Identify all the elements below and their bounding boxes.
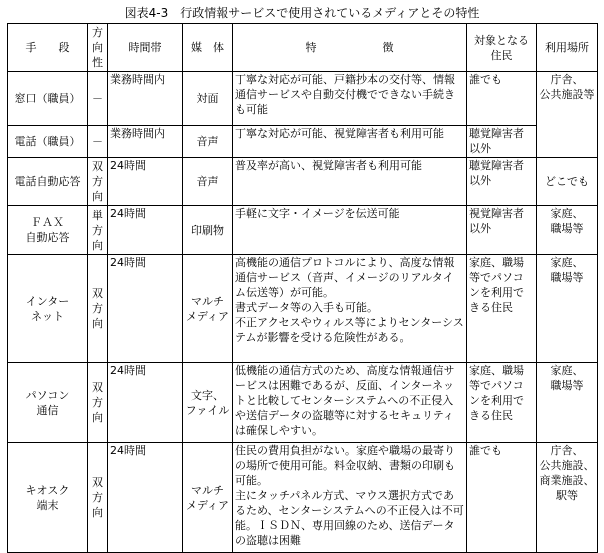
cell-direction: 単 方 向 bbox=[88, 206, 108, 255]
table-row bbox=[8, 443, 598, 553]
figure-caption: 図表4-3 行政情報サービスで使用されているメディアとその特性 bbox=[124, 6, 480, 20]
cell-means: インター ネット bbox=[8, 255, 88, 363]
cell-media: 対面 bbox=[183, 72, 233, 126]
cell-direction: 双 方 向 bbox=[88, 158, 108, 206]
header-row bbox=[8, 24, 598, 72]
table-row bbox=[8, 126, 598, 158]
cell-media: 文字、 ファイル bbox=[183, 363, 233, 443]
cell-target: 家庭、職場等でパソコンを利用できる住民 bbox=[467, 255, 537, 363]
cell-target: 誰でも bbox=[467, 443, 537, 553]
table-row bbox=[8, 363, 598, 443]
header-target: 対象となる 住民 bbox=[467, 24, 537, 72]
cell-direction: 双 方 向 bbox=[88, 363, 108, 443]
header-features: 特 徴 bbox=[233, 24, 467, 72]
header-hours: 時間帯 bbox=[108, 24, 183, 72]
cell-means: キオスク 端末 bbox=[8, 443, 88, 553]
cell-media: マルチ メディア bbox=[183, 255, 233, 363]
cell-place: 家庭、 職場等 bbox=[537, 206, 598, 255]
cell-hours: 24時間 bbox=[108, 255, 183, 363]
cell-target: 聴覚障害者 以外 bbox=[467, 158, 537, 206]
cell-hours: 24時間 bbox=[108, 443, 183, 553]
cell-media: 音声 bbox=[183, 126, 233, 158]
cell-features: 住民の費用負担がない。家庭や職場の最寄りの場所で使用可能。料金収納、書類の印刷も可能。 主にタッチパネル方式、マウス選択方式であるため、センターシステムへの不正侵入は不可能。ＩＳＤＮ、専用回線のため、送信データの盗聴は困難 bbox=[233, 443, 467, 553]
table-row bbox=[8, 206, 598, 255]
table-row bbox=[8, 72, 598, 126]
table-row bbox=[8, 255, 598, 363]
cell-target: 視覚障害者 以外 bbox=[467, 206, 537, 255]
header-means: 手 段 bbox=[8, 24, 88, 72]
cell-direction: 双 方 向 bbox=[88, 255, 108, 363]
cell-hours: 24時間 bbox=[108, 363, 183, 443]
cell-features: 手軽に文字・イメージを伝送可能 bbox=[233, 206, 467, 255]
cell-hours: 業務時間内 bbox=[108, 126, 183, 158]
cell-place: 家庭、 職場等 bbox=[537, 363, 598, 443]
cell-hours: 24時間 bbox=[108, 206, 183, 255]
cell-means: ＦＡＸ 自動応答 bbox=[8, 206, 88, 255]
cell-features: 丁寧な対応が可能、戸籍抄本の交付等、情報通信サービスや自動交付機でできない手続きも可能 bbox=[233, 72, 467, 126]
cell-target: 誰でも bbox=[467, 72, 537, 126]
cell-hours: 24時間 bbox=[108, 158, 183, 206]
cell-means: 電話（職員） bbox=[8, 126, 88, 158]
header-direction: 方 向 性 bbox=[88, 24, 108, 72]
cell-means: 電話自動応答 bbox=[8, 158, 88, 206]
cell-place: 庁舎、 公共施設等 bbox=[537, 72, 598, 158]
cell-media: 印刷物 bbox=[183, 206, 233, 255]
header-media: 媒 体 bbox=[183, 24, 233, 72]
header-place: 利用場所 bbox=[537, 24, 598, 72]
cell-features: 低機能の通信方式のため、高度な情報通信サービスは困難であるが、反面、インターネットと比較してセンターシステムへの不正侵入や送信データの盗聴等に対するセキュリティは確保しやすい。 bbox=[233, 363, 467, 443]
cell-media: 音声 bbox=[183, 158, 233, 206]
cell-means: 窓口（職員） bbox=[8, 72, 88, 126]
cell-features: 丁寧な対応が可能、視覚障害者も利用可能 bbox=[233, 126, 467, 158]
table-row bbox=[8, 158, 598, 206]
cell-place: どこでも bbox=[537, 158, 598, 206]
cell-features: 高機能の通信プロトコルにより、高度な情報通信サービス（音声、イメージのリアルタイム伝送等）が可能。 書式データ等の入手も可能。 不正アクセスやウィルス等によりセンターシステムが影響を受ける危険性がある。 bbox=[233, 255, 467, 363]
cell-means: パソコン 通信 bbox=[8, 363, 88, 443]
cell-media: マルチ メディア bbox=[183, 443, 233, 553]
cell-target: 家庭、職場等でパソコンを利用できる住民 bbox=[467, 363, 537, 443]
media-characteristics-table bbox=[7, 23, 598, 553]
cell-features: 普及率が高い、視覚障害者も利用可能 bbox=[233, 158, 467, 206]
cell-target: 聴覚障害者 以外 bbox=[467, 126, 537, 158]
cell-direction: － bbox=[88, 72, 108, 126]
cell-place: 家庭、 職場等 bbox=[537, 255, 598, 363]
cell-direction: － bbox=[88, 126, 108, 158]
cell-direction: 双 方 向 bbox=[88, 443, 108, 553]
cell-place: 庁舎、 公共施設、 商業施設、 駅等 bbox=[537, 443, 598, 553]
cell-hours: 業務時間内 bbox=[108, 72, 183, 126]
